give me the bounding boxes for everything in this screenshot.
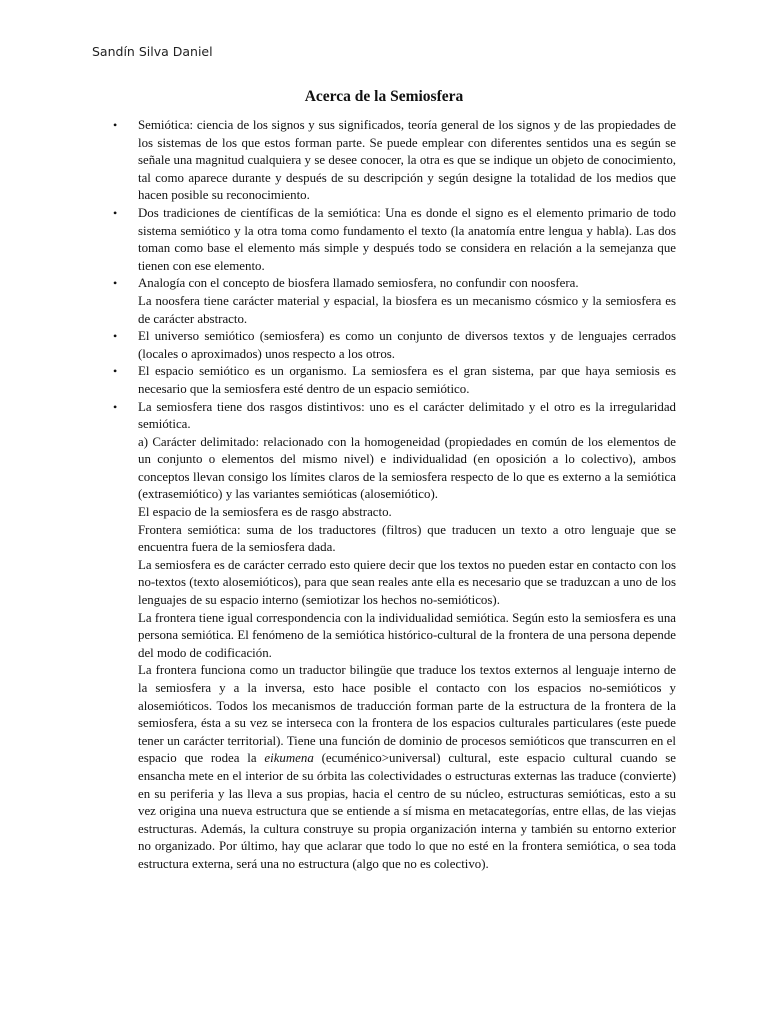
list-item bbox=[113, 399, 676, 874]
paragraph: Semiótica: ciencia de los signos y sus significados, teoría general de los signos y de las propiedades de los sistemas de los que estos forman parte. Se puede emplear con diferentes sentidos una es según se señale una magnitud cualquiera y se desee conocer, la otra es que se indique un objeto de conocimiento, tal como aparece durante y después de su descripción y según designe la totalidad de los medios que hacen posible su reconocimiento. bbox=[138, 118, 676, 203]
page-title: Acerca de la Semiosfera bbox=[304, 88, 464, 105]
author-name: Sandín Silva Daniel bbox=[92, 44, 213, 59]
bullet-icon: • bbox=[113, 364, 118, 379]
paragraph: La semiosfera tiene dos rasgos distintivos: uno es el carácter delimitado y el otro es la irregularidad semiótica. bbox=[138, 399, 676, 432]
paragraph: La semiosfera es de carácter cerrado esto quiere decir que los textos no pueden estar en contacto con los no-textos (texto alosemióticos), para que sean reales ante ella es necesario que se traduzcan a uno de los lenguajes de su espacio interno (semiotizar los hechos no-semióticos). bbox=[138, 557, 676, 608]
bullet-icon: • bbox=[113, 329, 118, 344]
paragraph: Analogía con el concepto de biosfera llamado semiosfera, no confundir con noosfera. bbox=[138, 276, 579, 291]
list-item bbox=[113, 205, 676, 275]
paragraph: El espacio semiótico es un organismo. La semiosfera es el gran sistema, par que haya semiosis es necesario que la semiosfera esté dentro de un espacio semiótico. bbox=[138, 364, 676, 396]
bullet-icon: • bbox=[113, 399, 118, 414]
paragraph: El espacio de la semiosfera es de rasgo abstracto. bbox=[138, 505, 392, 520]
bullet-icon: • bbox=[113, 118, 118, 132]
text-run: La frontera funciona como un traductor bilingüe que traduce los textos externos al lenguaje interno de la semiosfera y a la inversa, esto hace posible el contacto con los espacios no-semióticos y alosemióticos. Todos los mecanismos de traducción forman parte de la estructura de la frontera de la semiosfera, ésta a su vez se interseca con la frontera de los espacios culturales particulares (este puede tener un carácter territorial). Tiene una función de dominio de procesos semióticos que transcurren en el espacio que rodea la bbox=[138, 663, 676, 766]
list-item bbox=[113, 117, 676, 205]
paragraph: La noosfera tiene carácter material y espacial, la biosfera es un mecanismo cósmico y la semiosfera es de carácter abstracto. bbox=[138, 293, 676, 326]
paragraph: Dos tradiciones de científicas de la semiótica: Una es donde el signo es el elemento primario de todo sistema semiótico y la otra toma como fundamento el texto (la anatomía entre lengua y habla). Las dos toman como base el elemento más simple y después todo se considera en relación a la semejanza que tienen con ese elemento. bbox=[138, 205, 676, 273]
bullet-icon: • bbox=[113, 276, 118, 291]
paragraph: El universo semiótico (semiosfera) es como un conjunto de diversos textos y de lenguajes cerrados (locales o aproximados) unos respecto a los otros. bbox=[138, 329, 676, 361]
paragraph bbox=[138, 662, 676, 873]
text-run: (ecuménico>universal) cultural, este espacio cultural cuando se ensancha mete en el interior de su órbita las colectividades o estructuras externas las traduce (convierte) en su periferia y las lleva a sus propias, hacia el centro de su núcleo, estructuras semióticas, esto a su vez origina una nueva estructura que se entiende a sí misma en metacategorías, entre ellas, de las viejas estructuras. Además, la cultura construye su propia organización interna y también su entorno exterior no organizado. Por último, hay que aclarar que todo lo que no esté en la frontera semiótica, o sea toda estructura externa, será una no estructura (algo que no es colectivo). bbox=[138, 751, 676, 871]
list-item bbox=[113, 363, 676, 398]
paragraph: a) Carácter delimitado: relacionado con la homogeneidad (propiedades en común de los elementos de un conjunto o elementos del mismo nivel) e individualidad (en oposición a lo colectivo), ambos conceptos llevan consigo los límites claros de la semiosfera respecto de lo que es externo a la semiótica (extrasemiótico) y las variantes semióticas (alosemiótico). bbox=[138, 434, 676, 502]
bullet-icon: • bbox=[113, 205, 118, 220]
paragraph: Frontera semiótica: suma de los traductores (filtros) que traducen un texto a otro lenguaje que se encuentra fuera de la semiosfera dada. bbox=[138, 522, 676, 555]
document-body bbox=[113, 117, 676, 874]
list-item bbox=[113, 275, 676, 328]
paragraph: La frontera tiene igual correspondencia con la individualidad semiótica. Según esto la semiosfera es una persona semiótica. El fenómeno de la semiótica histórico-cultural de la frontera de una persona depende del modo de codificación. bbox=[138, 610, 676, 660]
emphasized-term: eikumena bbox=[264, 751, 314, 766]
list-item bbox=[113, 328, 676, 363]
